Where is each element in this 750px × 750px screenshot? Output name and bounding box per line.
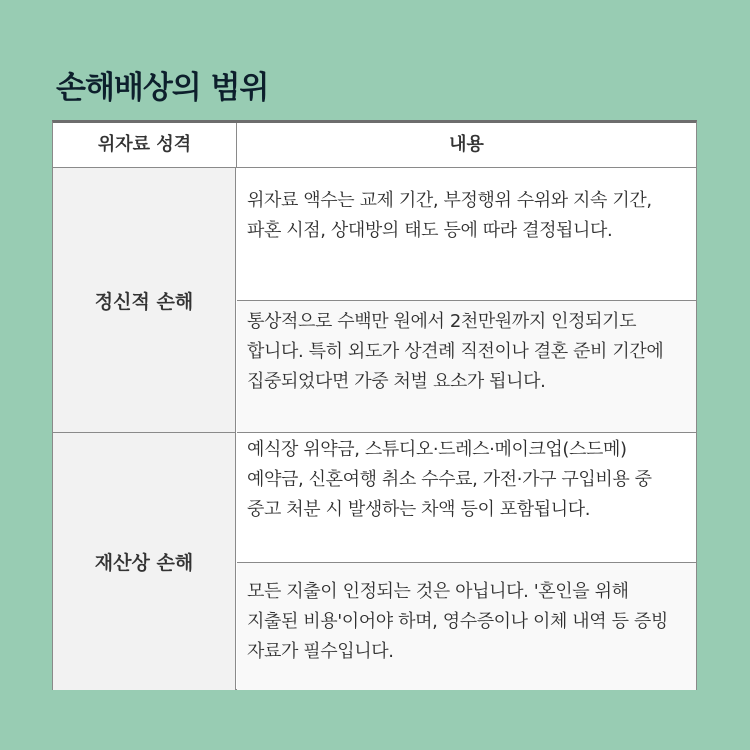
content-cell-mental-1: 위자료 액수는 교제 기간, 부정행위 수위와 지속 기간, 파혼 시점, 상대방의 태도 등에 따라 결정됩니다. (237, 168, 696, 301)
category-property-damage: 재산상 손해 (53, 433, 236, 690)
damages-table (52, 120, 697, 690)
content-cell-mental-2: 통상적으로 수백만 원에서 2천만원까지 인정되기도 합니다. 특히 외도가 상견례 직전이나 결혼 준비 기간에 집중되었다면 가중 처벌 요소가 됩니다. (237, 301, 696, 433)
header-nature: 위자료 성격 (53, 123, 237, 167)
content-cell-property-2: 모든 지출이 인정되는 것은 아닙니다. '혼인을 위해 지출된 비용'이어야 하며, 영수증이나 이체 내역 등 증빙 자료가 필수입니다. (237, 563, 696, 690)
category-mental-damage: 정신적 손해 (53, 168, 236, 433)
header-content: 내용 (449, 134, 484, 155)
table-header-row (53, 123, 696, 168)
page-title: 손해배상의 범위 (56, 70, 269, 106)
content-cell-property-1: 예식장 위약금, 스튜디오·드레스·메이크업(스드메) 예약금, 신혼여행 취소 수수료, 가전·가구 구입비용 중 중고 처분 시 발생하는 차액 등이 포함됩니다. (237, 433, 696, 563)
